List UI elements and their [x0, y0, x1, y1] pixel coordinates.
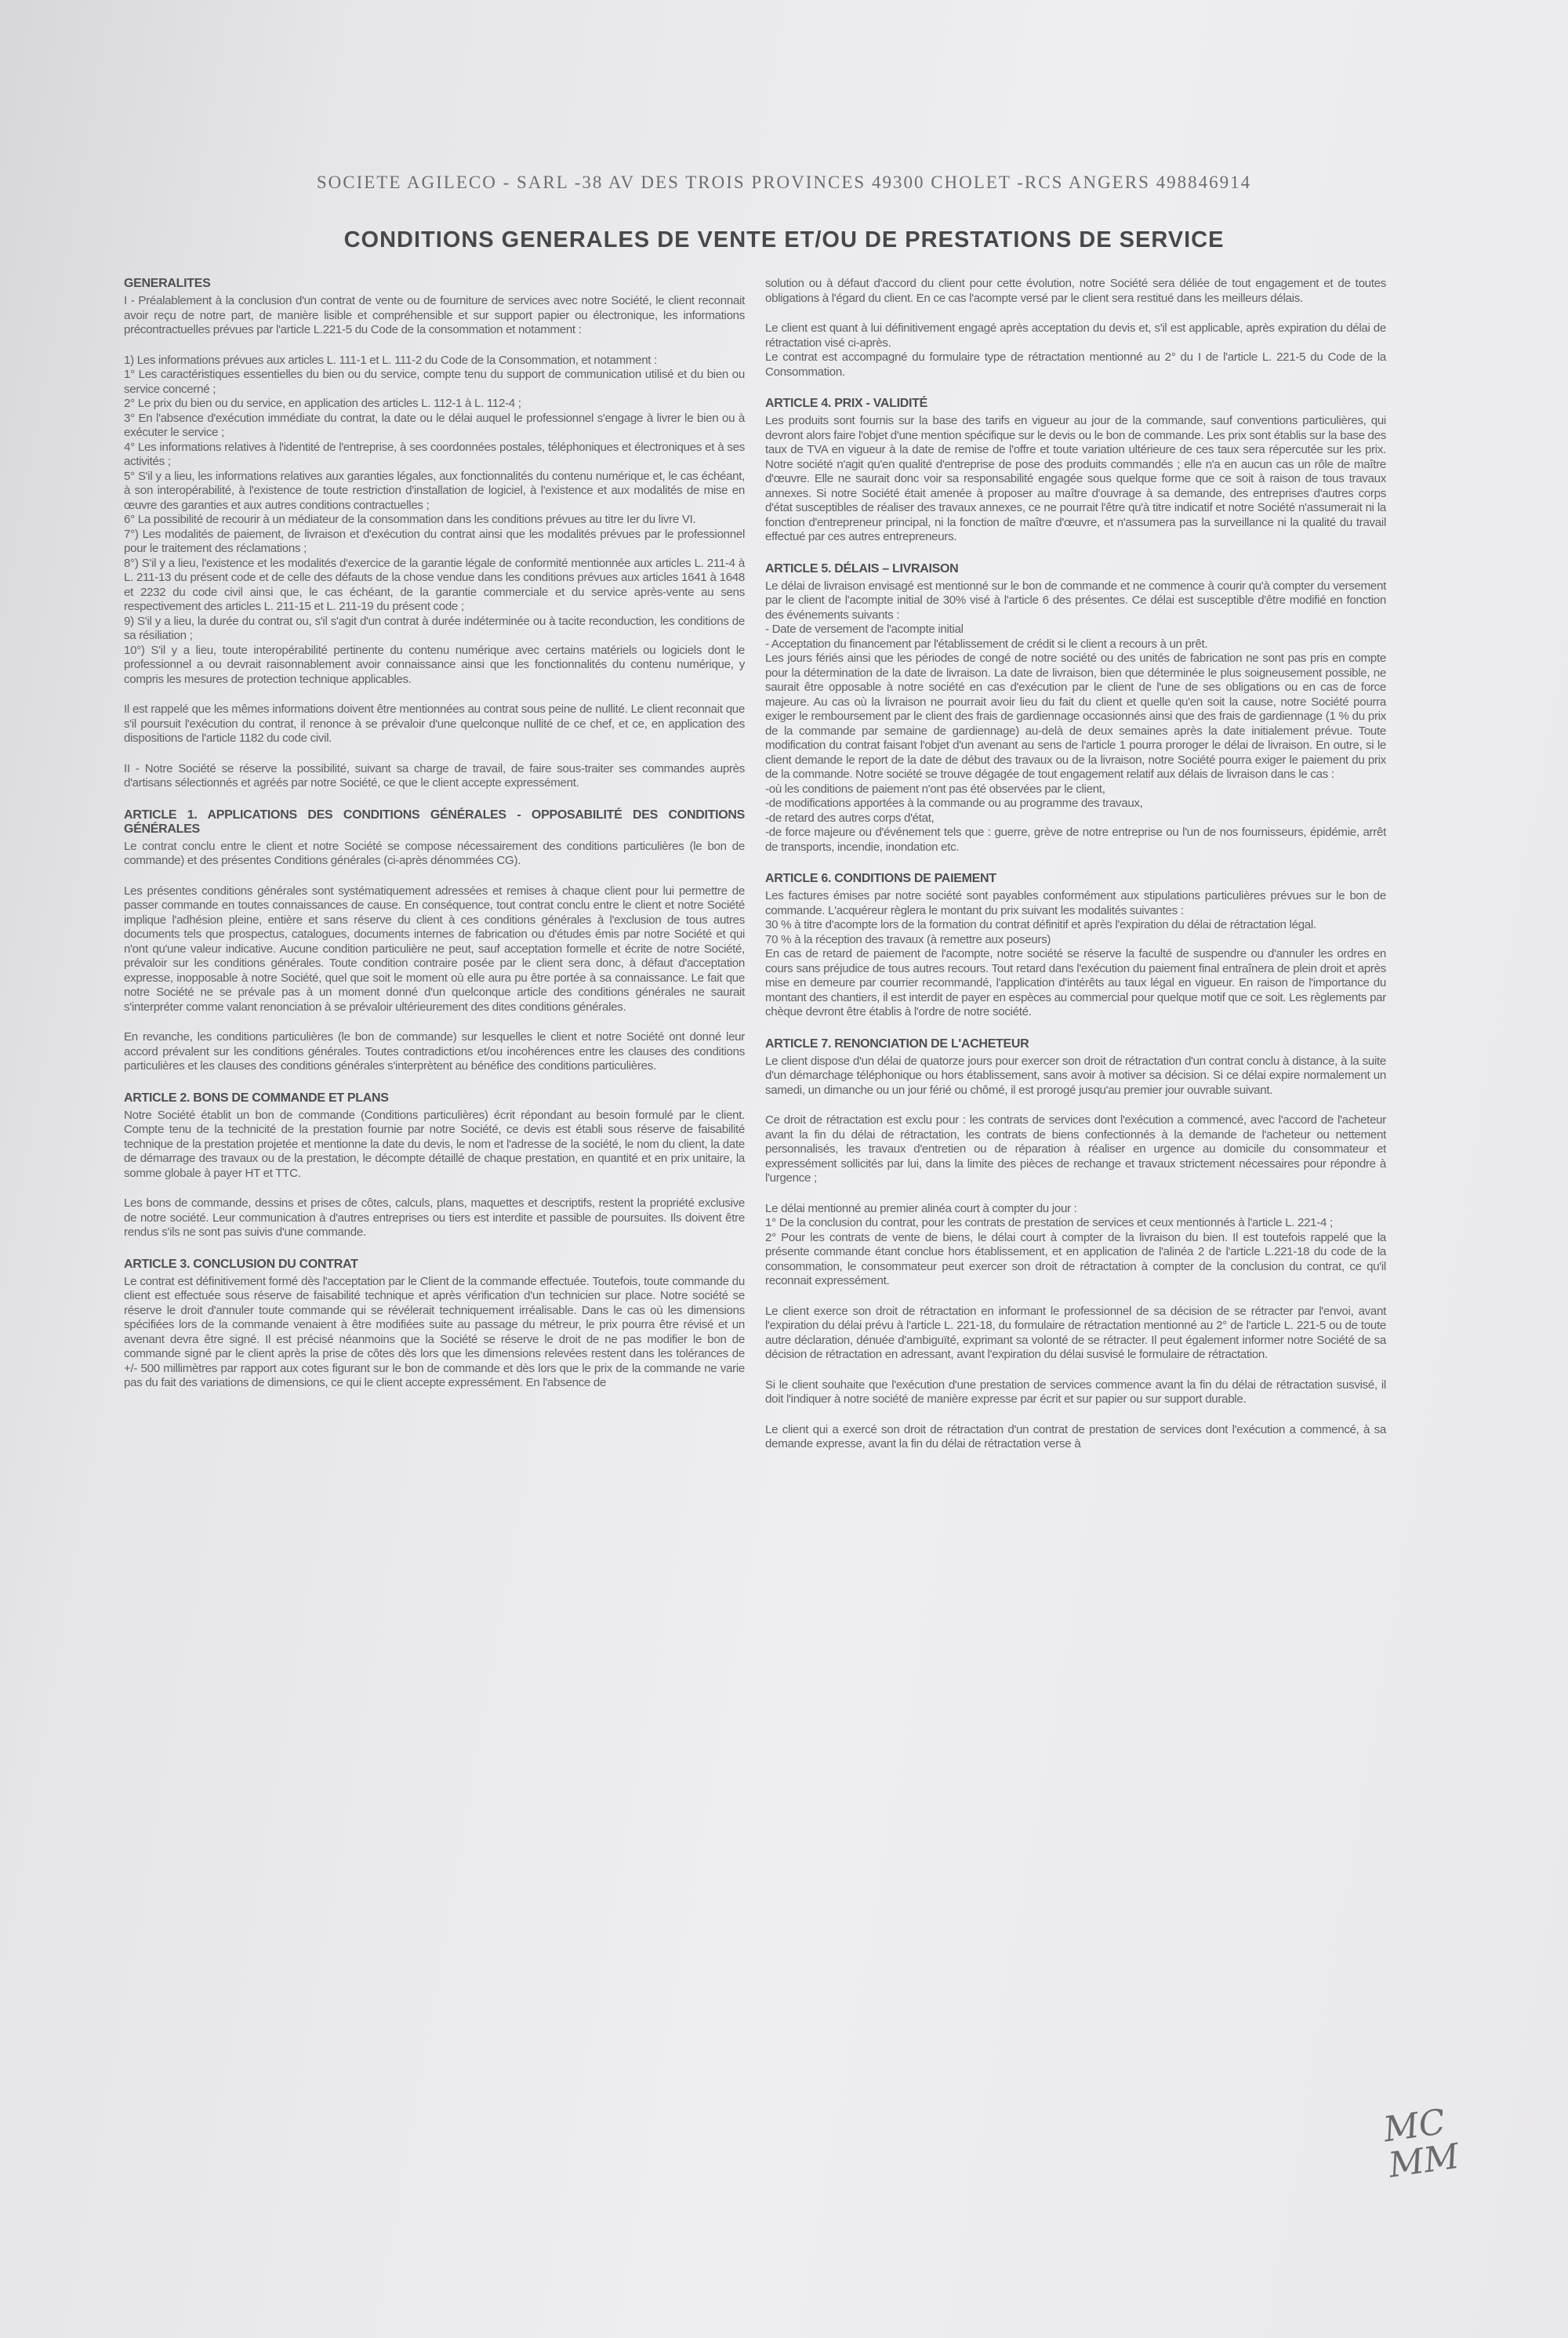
article-3-heading: ARTICLE 3. CONCLUSION DU CONTRAT	[124, 1257, 358, 1271]
company-header: SOCIETE AGILECO - SARL -38 AV DES TROIS PROVINCES 49300 CHOLET -RCS ANGERS 498846914	[316, 172, 1252, 192]
paragraph: Le client est quant à lui définitivement engagé après acceptation du devis et, s'il est applicable, après expiration du délai de rétractation visé ci-après. Le contrat est accompagné du formulaire type de rétractation mentionné au 2° du I de l'article L. 221-5 du Code de la Consommation.	[765, 321, 1386, 379]
paragraph: Les présentes conditions générales sont systématiquement adressées et remises à chaque client pour lui permettre de passer commande en toutes connaissances de cause. En conséquence, tout contrat conclu entre le client et notre Société implique l'adhésion pleine, entière et sans réserve du client à ces conditions générales à l'exclusion de tous autres documents tels que prospectus, catalogues, documents internes de fabrication ou d'études émis par notre Société et qui n'ont qu'une valeur indicative. Aucune condition particulière ne peut, sauf acceptation formelle et écrite de notre Société, prévaloir sur les conditions générales. Toute condition contraire posée par le client sera donc, à défaut d'acceptation expresse, inopposable à notre Société, quel que soit le moment où elle aura pu être portée à sa connaissance. Le fait que notre Société ne se prévale pas à un moment donné d'un quelconque article des conditions générales ne saurait s'interpréter comme valant renonciation à se prévaloir ultérieurement des dites conditions générales.	[124, 884, 745, 1014]
paragraph: Le client exerce son droit de rétractation en informant le professionnel de sa décision de se rétracter par l'envoi, avant l'expiration du délai prévu à l'article L. 221-18, du formulaire de rétractation mentionné au 2° de l'article L. 221-5 ou de toute autre déclaration, dénuée d'ambiguïté, exprimant sa volonté de se rétracter. Il peut également informer notre Société de sa décision de rétractation en adressant, avant l'expiration du délai susvisé le formulaire de rétractation.	[765, 1304, 1386, 1361]
paragraph: solution ou à défaut d'accord du client pour cette évolution, notre Société sera déliée de tout engagement et de toutes obligations à l'égard du client. En ce cas l'acompte versé par le client sera restitué dans les meilleurs délais.	[765, 277, 1386, 305]
article-5-heading: ARTICLE 5. DÉLAIS – LIVRAISON	[765, 561, 959, 575]
paragraph: Le client qui a exercé son droit de rétractation d'un contrat de prestation de services dont l'exécution a commencé, à sa demande expresse, avant la fin du délai de rétractation verse à	[765, 1422, 1386, 1450]
paragraph: Il est rappelé que les mêmes informations doivent être mentionnées au contrat sous peine de nullité. Le client reconnait que s'il poursuit l'exécution du contrat, il renonce à se prévaloir d'une quelconque nullité de ce chef, et ce, en application des dispositions de l'article 1182 du code civil.	[124, 702, 745, 745]
paragraph: Ce droit de rétractation est exclu pour : les contrats de services dont l'exécution a commencé, avec l'accord de l'acheteur avant la fin du délai de rétractation, les contrats de biens confectionnés à la demande de l'acheteur ou nettement personnalisés, les travaux d'entretien ou de réparation à réaliser en urgence au domicile du consommateur et expressément sollicités par lui, dans la limite des pièces de rechange et travaux strictement nécessaires pour répondre à l'urgence ;	[765, 1113, 1386, 1185]
paragraph: I - Préalablement à la conclusion d'un contrat de vente ou de fourniture de services avec notre Société, le client reconnait avoir reçu de notre part, de manière lisible et compréhensible et sur support papier ou électronique, les informations précontractuelles prévues par l'article L.221-5 du Code de la consommation et notamment :	[124, 294, 745, 336]
article-1-heading: ARTICLE 1. APPLICATIONS DES CONDITIONS GÉNÉRALES - OPPOSABILITÉ DES CONDITIONS GÉNÉRALES	[124, 808, 745, 836]
paragraph: Le client dispose d'un délai de quatorze jours pour exercer son droit de rétractation d'un contrat conclu à distance, à la suite d'un démarchage téléphonique ou hors établissement, sans avoir à motiver sa décision. Si ce délai expire normalement un samedi, un dimanche ou un jour férié ou chômé, il est prorogé jusqu'au premier jour ouvrable suivant.	[765, 1054, 1386, 1097]
paragraph: En revanche, les conditions particulières (le bon de commande) sur lesquelles le client et notre Société ont donné leur accord prévalent sur les conditions générales. Toutes contradictions et/ou incohérences entre les clauses des conditions particulières et les clauses des conditions générales s'interprètent au bénéfice des conditions particulières.	[124, 1030, 745, 1073]
article-4-heading: ARTICLE 4. PRIX - VALIDITÉ	[765, 397, 928, 410]
right-column	[765, 277, 1386, 1468]
paragraph: Le contrat est définitivement formé dès l'acceptation par le Client de la commande effectuée. Toutefois, toute commande du client est effectuée sous réserve de faisabilité technique et après vérification d'un technicien sur place. Notre société se réserve le droit d'annuler toute commande qui se révélerait techniquement irréalisable. Dans le cas où les dimensions spécifiées lors de la commande venaient à être modifiées suite au passage du métreur, le prix pourra être révisé et un avenant devra être signé. Il est précisé néanmoins que la Société se réserve le droit de ne pas modifier le bon de commande signé par le client après la prise de côtes dès lors que les dimensions relevées restent dans les tolérances de +/- 500 millimètres par rapport aux cotes figurant sur le bon de commande et dès lors que le prix de la commande ne varie pas du fait des variations de dimensions, ce qui le client accepte expressément. En l'absence de	[124, 1274, 745, 1389]
article-2-heading: ARTICLE 2. BONS DE COMMANDE ET PLANS	[124, 1091, 389, 1105]
paragraph: 1) Les informations prévues aux articles L. 111-1 et L. 111-2 du Code de la Consommation, et notamment : 1° Les caractéristiques essentielles du bien ou du service, compte tenu du support de communication utilisé et du bien ou service concerné ; 2° Le prix du bien ou du service, en application des articles L. 112-1 à L. 112-4 ; 3° En l'absence d'exécution immédiate du contrat, la date ou le délai auquel le professionnel s'engage à livrer le bien ou à exécuter le service ; 4° Les informations relatives à l'identité de l'entreprise, à ses coordonnées postales, téléphoniques et électroniques et à ses activités ; 5° S'il y a lieu, les informations relatives aux garanties légales, aux fonctionnalités du contenu numérique et, le cas échéant, à son interopérabilité, à l'existence de toute restriction d'installation de logiciel, à l'existence et aux modalités de mise en œuvre des garanties et aux autres conditions contractuelles ; 6° La possibilité de recourir à un médiateur de la consommation dans les conditions prévues au titre Ier du livre VI. 7°) Les modalités de paiement, de livraison et d'exécution du contrat ainsi que les modalités prévues par le professionnel pour le traitement des réclamations ; 8°) S'il y a lieu, l'existence et les modalités d'exercice de la garantie légale de conformité mentionnée aux articles L. 211-4 à L. 211-13 du présent code et de celle des défauts de la chose vendue dans les conditions prévues aux articles 1641 à 1648 et 2232 du code civil ainsi que, le cas échéant, de la garantie commerciale et du service après-vente au sens respectivement des articles L. 211-15 et L. 211-19 du présent code ; 9) S'il y a lieu, la durée du contrat ou, s'il s'agit d'un contrat à durée indéterminée ou à tacite reconduction, les conditions de sa résiliation ; 10°) S'il y a lieu, toute interopérabilité pertinente du contenu numérique avec certains matériels ou logiciels dont le professionnel a ou devrait raisonnablement avoir connaissance ainsi que les fonctionnalités du contenu numérique, y compris les mesures de protection technique applicables.	[124, 353, 745, 686]
paragraph: Le contrat conclu entre le client et notre Société se compose nécessairement des conditions particulières (le bon de commande) et des présentes Conditions générales (ci-après dénommées CG).	[124, 839, 745, 867]
paragraph: Les produits sont fournis sur la base des tarifs en vigueur au jour de la commande, sauf conventions particulières, qui devront alors faire l'objet d'une mention spécifique sur le devis ou le bon de commande. Les prix sont établis sur la base des taux de TVA en vigueur à la date de remise de l'offre et toute variation ultérieure de ces taux sera répercutée sur les prix. Notre société n'agit qu'en qualité d'entreprise de pose des produits commandés ; elle n'a en aucun cas un rôle de maître d'œuvre. Elle ne saurait donc voir sa responsabilité engagée sous quelque forme que ce soit à raison de tous travaux annexes. Si notre Société était amenée à proposer au maître d'ouvrage à sa demande, des entreprises d'autres corps d'état susceptibles de réaliser des travaux annexes, ce ne pourrait l'être qu'à titre indicatif et notre Société n'assumerait ni la fonction d'entrepreneur principal, ni la fonction de maître d'œuvre, et n'assumera pas la surveillance ni la qualité du travail effectué par ces autres entrepreneurs.	[765, 414, 1386, 543]
article-6-heading: ARTICLE 6. CONDITIONS DE PAIEMENT	[765, 872, 996, 885]
article-7-heading: ARTICLE 7. RENONCIATION DE L'ACHETEUR	[765, 1036, 1029, 1051]
left-column	[124, 277, 745, 1407]
document-title: CONDITIONS GENERALES DE VENTE ET/OU DE PRESTATIONS DE SERVICE	[343, 227, 1225, 252]
handwritten-initials: MC MM	[1381, 2101, 1462, 2186]
paragraph: Le délai de livraison envisagé est mentionné sur le bon de commande et ne commence à courir qu'à compter du versement par le client de l'acompte initial de 30% visé à l'article 6 des présentes. Ce délai est susceptible d'être modifié en fonction des événements suivants : - Date de versement de l'acompte initial - Acceptation du financement par l'établissement de crédit si le client a recours à un prêt. Les jours fériés ainsi que les périodes de congé de notre société ou des unités de fabrication ne sont pas pris en compte pour la détermination de la date de livraison. La date de livraison, bien que déterminée le plus soigneusement possible, ne saurait être opposable à notre société en cas d'exécution par le client de l'une de ses obligations ou en cas de force majeure. Au cas où la livraison ne pourrait avoir lieu du fait du client et quelle qu'en soit la cause, notre Société pourra exiger le remboursement par le client des frais de gardiennage occasionnés ainsi que des frais de gardiennage (1 % du prix de la commande par semaine de gardiennage) au-delà de deux semaines après la date initialement prévue. Toute modification du contrat faisant l'objet d'un avenant au sens de l'article 1 pourra proroger le délai de livraison. En outre, si le client demande le report de la date de début des travaux ou de la livraison, notre Société pourra exiger le paiement du prix de la commande. Notre société se trouve dégagée de tout engagement relatif aux délais de livraison dans le cas : -où les conditions de paiement n'ont pas été observées par le client, -de modifications apportées à la commande ou au programme des travaux, -de retard des autres corps d'état, -de force majeure ou d'événement tels que : guerre, grève de notre entreprise ou l'un de nos fournisseurs, épidémie, arrêt de transports, incendie, inondation etc.	[765, 579, 1386, 854]
paragraph: II - Notre Société se réserve la possibilité, suivant sa charge de travail, de faire sous-traiter ses commandes auprès d'artisans sélectionnés et agréés par notre Société, ce que le client accepte expressément.	[124, 761, 745, 790]
section-heading-generalites: GENERALITES	[124, 277, 211, 290]
paragraph: Notre Société établit un bon de commande (Conditions particulières) écrit répondant au besoin formulé par le client. Compte tenu de la technicité de la prestation fournie par notre Société, ce devis est établi sous réserve de faisabilité technique de la prestation projetée et mentionne la date du devis, le nom et l'adresse de la société, le nom du client, la date de démarrage des travaux ou de la prestation, le décompte détaillé de chaque prestation, en quantité et en prix unitaire, la somme globale à payer HT et TTC.	[124, 1108, 745, 1180]
paragraph: Les bons de commande, dessins et prises de côtes, calculs, plans, maquettes et descriptifs, restent la propriété exclusive de notre société. Leur communication à d'autres entreprises ou tiers est interdite et passible de poursuites. Ils doivent être rendus s'ils ne sont pas suivis d'une commande.	[124, 1196, 745, 1239]
document-page	[110, 161, 1458, 2168]
paragraph: Les factures émises par notre société sont payables conformément aux stipulations particulières prévues sur le bon de commande. L'acquéreur règlera le montant du prix suivant les modalités suivantes : 30 % à titre d'acompte lors de la formation du contrat définitif et après l'expiration du délai de rétractation légal. 70 % à la réception des travaux (à remettre aux poseurs) En cas de retard de paiement de l'acompte, notre société se réserve la faculté de suspendre ou d'annuler les ordres en cours sans préjudice de tous autres recours. Tout retard dans l'exécution du paiement final entraînera de plein droit et après mise en demeure par courrier recommandé, l'application d'intérêts au taux légal en vigueur. En raison de l'importance du montant des chantiers, il est interdit de payer en espèces au commercial pour quelque motif que ce soit. Les règlements par chèque devront être établis à l'ordre de notre société.	[765, 889, 1386, 1018]
paragraph: Si le client souhaite que l'exécution d'une prestation de services commence avant la fin du délai de rétractation susvisé, il doit l'indiquer à notre société de manière expresse par écrit et sur papier ou sur support durable.	[765, 1378, 1386, 1406]
paragraph: Le délai mentionné au premier alinéa court à compter du jour : 1° De la conclusion du contrat, pour les contrats de prestation de services et ceux mentionnés à l'article L. 221-4 ; 2° Pour les contrats de vente de biens, le délai court à compter de la livraison du bien. Il est toutefois rappelé que la présente commande étant conclue hors établissement, et en application de l'alinéa 2 de l'article L.221-18 du code de la consommation, le consommateur peut exercer son droit de rétractation à compter de la conclusion du contrat, ce qu'il reconnait expressément.	[765, 1201, 1386, 1287]
